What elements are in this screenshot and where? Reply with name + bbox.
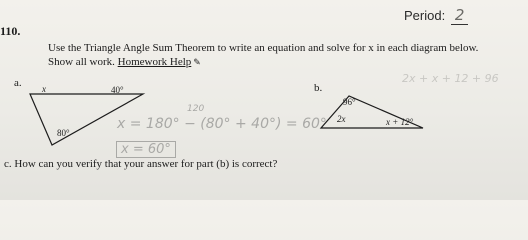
triangle-b-angle-left: 2x [337, 114, 346, 124]
triangle-a-angle-40: 40° [111, 85, 124, 95]
triangle-a-angle-x: x [42, 84, 46, 94]
handwritten-equation: x = 180° − (80° + 40°) = 60° [117, 116, 327, 132]
pencil-icon: ✎ [193, 57, 201, 67]
part-b-label: b. [314, 82, 323, 94]
instruction-line: Use the Triangle Angle Sum Theorem to write an equation and solve for x in each diagram below. [48, 42, 479, 54]
part-c-question: c. How can you verify that your answer for part (b) is correct? [4, 158, 278, 170]
handwritten-equation-b: 2x + x + 12 + 96 [402, 72, 499, 85]
period-label: Period: [404, 8, 446, 23]
triangle-b-angle-top: 96° [343, 97, 356, 107]
handwritten-answer-box: x = 60° [116, 141, 176, 158]
question-number: 110. [0, 24, 21, 38]
show-work-text: Show all work. [48, 56, 115, 68]
homework-help-label: Homework Help [117, 56, 192, 68]
period-answer: 2 [451, 6, 469, 25]
part-a-label: a. [14, 77, 22, 89]
triangle-b-angle-right: x + 12° [386, 117, 414, 127]
handwritten-scratch: 120 [187, 104, 205, 114]
triangle-a-angle-80: 80° [57, 128, 70, 138]
